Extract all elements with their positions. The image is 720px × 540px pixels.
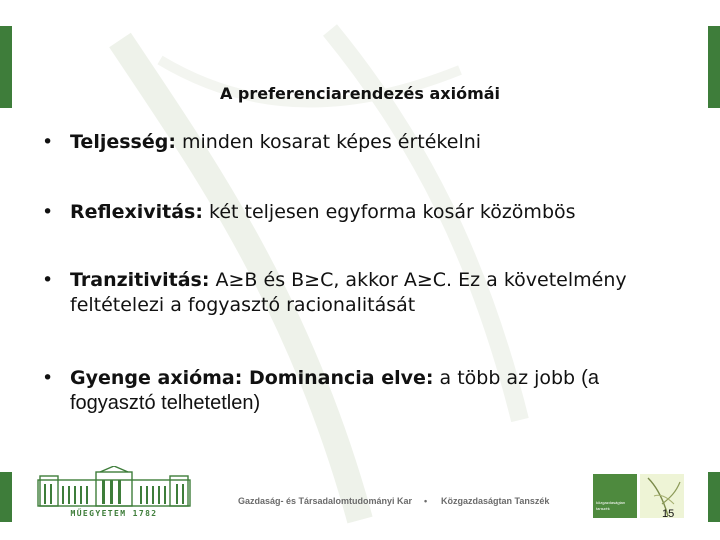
bullet-text-tail: (a fogyasztó telhetetlen) (70, 367, 599, 414)
bullet-marker: • (42, 201, 54, 223)
bullet-marker: • (42, 131, 54, 153)
bullet-text: két teljesen egyforma kosár közömbös (202, 201, 576, 223)
slide-title: A preferenciarendezés axiómái (219, 84, 501, 103)
bullet-text: minden kosarat képes értékelni (175, 131, 482, 153)
bullet-marker: • (42, 269, 54, 291)
department-logo-label: közgazdaságtan tanszék (596, 500, 626, 511)
bullet-term: Teljesség: (70, 131, 176, 153)
bullet-text: A≥B és B≥C, akkor A≥C. Ez a követelmény feltételezi a fogyasztó racionalitását (70, 269, 627, 316)
footer-separator: • (424, 496, 428, 506)
bullet-term: Gyenge axióma: Dominancia elve: (70, 367, 434, 389)
university-building-logo (34, 466, 194, 518)
department-name: Közgazdaságtan Tanszék (441, 496, 550, 506)
bullet-transitivity (40, 268, 680, 318)
bullet-term: Tranzitivitás: (70, 269, 210, 291)
faculty-name: Gazdaság- és Társadalomtudományi Kar (238, 496, 413, 506)
department-logo-box (593, 474, 637, 518)
page-number: 15 (662, 508, 675, 520)
bullet-weak-axiom (40, 366, 680, 416)
bullet-marker: • (42, 367, 54, 389)
left-bottom-accent-bar (0, 472, 12, 522)
bullet-reflexivity (40, 200, 576, 225)
bullet-completeness (40, 130, 481, 155)
bullet-text: a több az jobb (433, 367, 582, 389)
bullet-term: Reflexivitás: (70, 201, 203, 223)
right-bottom-accent-bar (708, 472, 720, 522)
logo-caption: MŰEGYETEM 1782 (70, 509, 158, 518)
